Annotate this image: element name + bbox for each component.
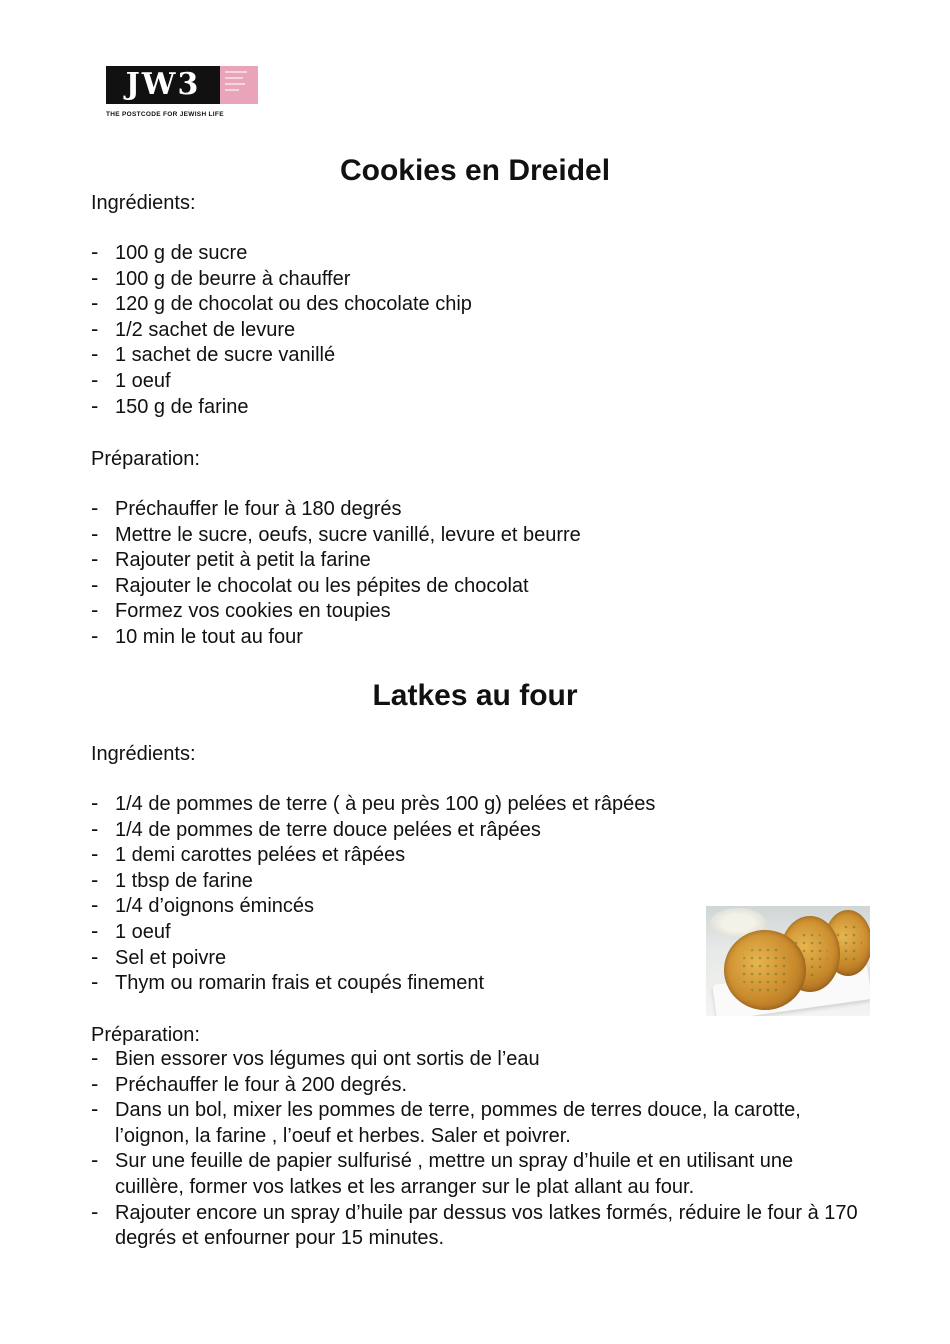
list-item: - 1 oeuf <box>91 920 691 946</box>
recipe1-preparation-label: Préparation: <box>91 448 200 470</box>
list-item: - 1/4 de pommes de terre ( à peu près 100 g) pelées et râpées <box>91 792 691 818</box>
list-item: - Préchauffer le four à 200 degrés. <box>91 1073 861 1099</box>
list-item: - Sel et poivre <box>91 946 691 972</box>
list-item: - Formez vos cookies en toupies <box>91 599 581 625</box>
logo-mark <box>106 66 258 104</box>
recipe2-title: Latkes au four <box>372 679 578 712</box>
recipe2-preparation-label: Préparation: <box>91 1024 200 1046</box>
list-item: - 1 oeuf <box>91 369 472 395</box>
list-item: - 1/2 sachet de levure <box>91 318 472 344</box>
list-item: - 150 g de farine <box>91 395 472 421</box>
list-item: - Rajouter petit à petit la farine <box>91 548 581 574</box>
list-item: - Préchauffer le four à 180 degrés <box>91 497 581 523</box>
logo-text: JW3 <box>106 66 220 104</box>
list-item: - Thym ou romarin frais et coupés finement <box>91 971 691 997</box>
list-item: - Mettre le sucre, oeufs, sucre vanillé, levure et beurre <box>91 523 581 549</box>
list-item: - 1 demi carottes pelées et râpées <box>91 843 691 869</box>
list-item: - Dans un bol, mixer les pommes de terre, pommes de terres douce, la carotte, l’oignon, la farine , l’oeuf et herbes. Saler et poivrer. <box>91 1098 861 1149</box>
recipe2-ingredients-list <box>91 792 691 997</box>
list-item: - Rajouter encore un spray d’huile par dessus vos latkes formés, réduire le four à 170 degrés et enfourner pour 15 minutes. <box>91 1201 861 1252</box>
list-item: - Bien essorer vos légumes qui ont sortis de l’eau <box>91 1047 861 1073</box>
list-item: - 120 g de chocolat ou des chocolate chip <box>91 292 472 318</box>
list-item: - 100 g de beurre à chauffer <box>91 267 472 293</box>
list-item: - Rajouter le chocolat ou les pépites de chocolat <box>91 574 581 600</box>
list-item: - 100 g de sucre <box>91 241 472 267</box>
logo-pink-block <box>220 66 258 104</box>
recipe2-ingredients-label: Ingrédients: <box>91 743 196 765</box>
list-item: - 10 min le tout au four <box>91 625 581 651</box>
recipe1-ingredients-list <box>91 241 472 420</box>
list-item: - 1 tbsp de farine <box>91 869 691 895</box>
recipe1-preparation-list <box>91 497 581 651</box>
list-item: - Sur une feuille de papier sulfurisé , mettre un spray d’huile et en utilisant une cuillère, former vos latkes et les arranger sur le plat allant au four. <box>91 1149 861 1200</box>
recipe2-preparation-list <box>91 1047 861 1252</box>
list-item: - 1/4 de pommes de terre douce pelées et râpées <box>91 818 691 844</box>
jw3-logo <box>106 66 258 126</box>
list-item: - 1/4 d’oignons émincés <box>91 894 691 920</box>
recipe1-title: Cookies en Dreidel <box>339 154 611 187</box>
recipe1-ingredients-label: Ingrédients: <box>91 192 196 214</box>
latke <box>724 930 806 1010</box>
list-item: - 1 sachet de sucre vanillé <box>91 343 472 369</box>
latkes-photo <box>706 906 870 1016</box>
logo-tagline: THE POSTCODE FOR JEWISH LIFE <box>106 111 224 118</box>
